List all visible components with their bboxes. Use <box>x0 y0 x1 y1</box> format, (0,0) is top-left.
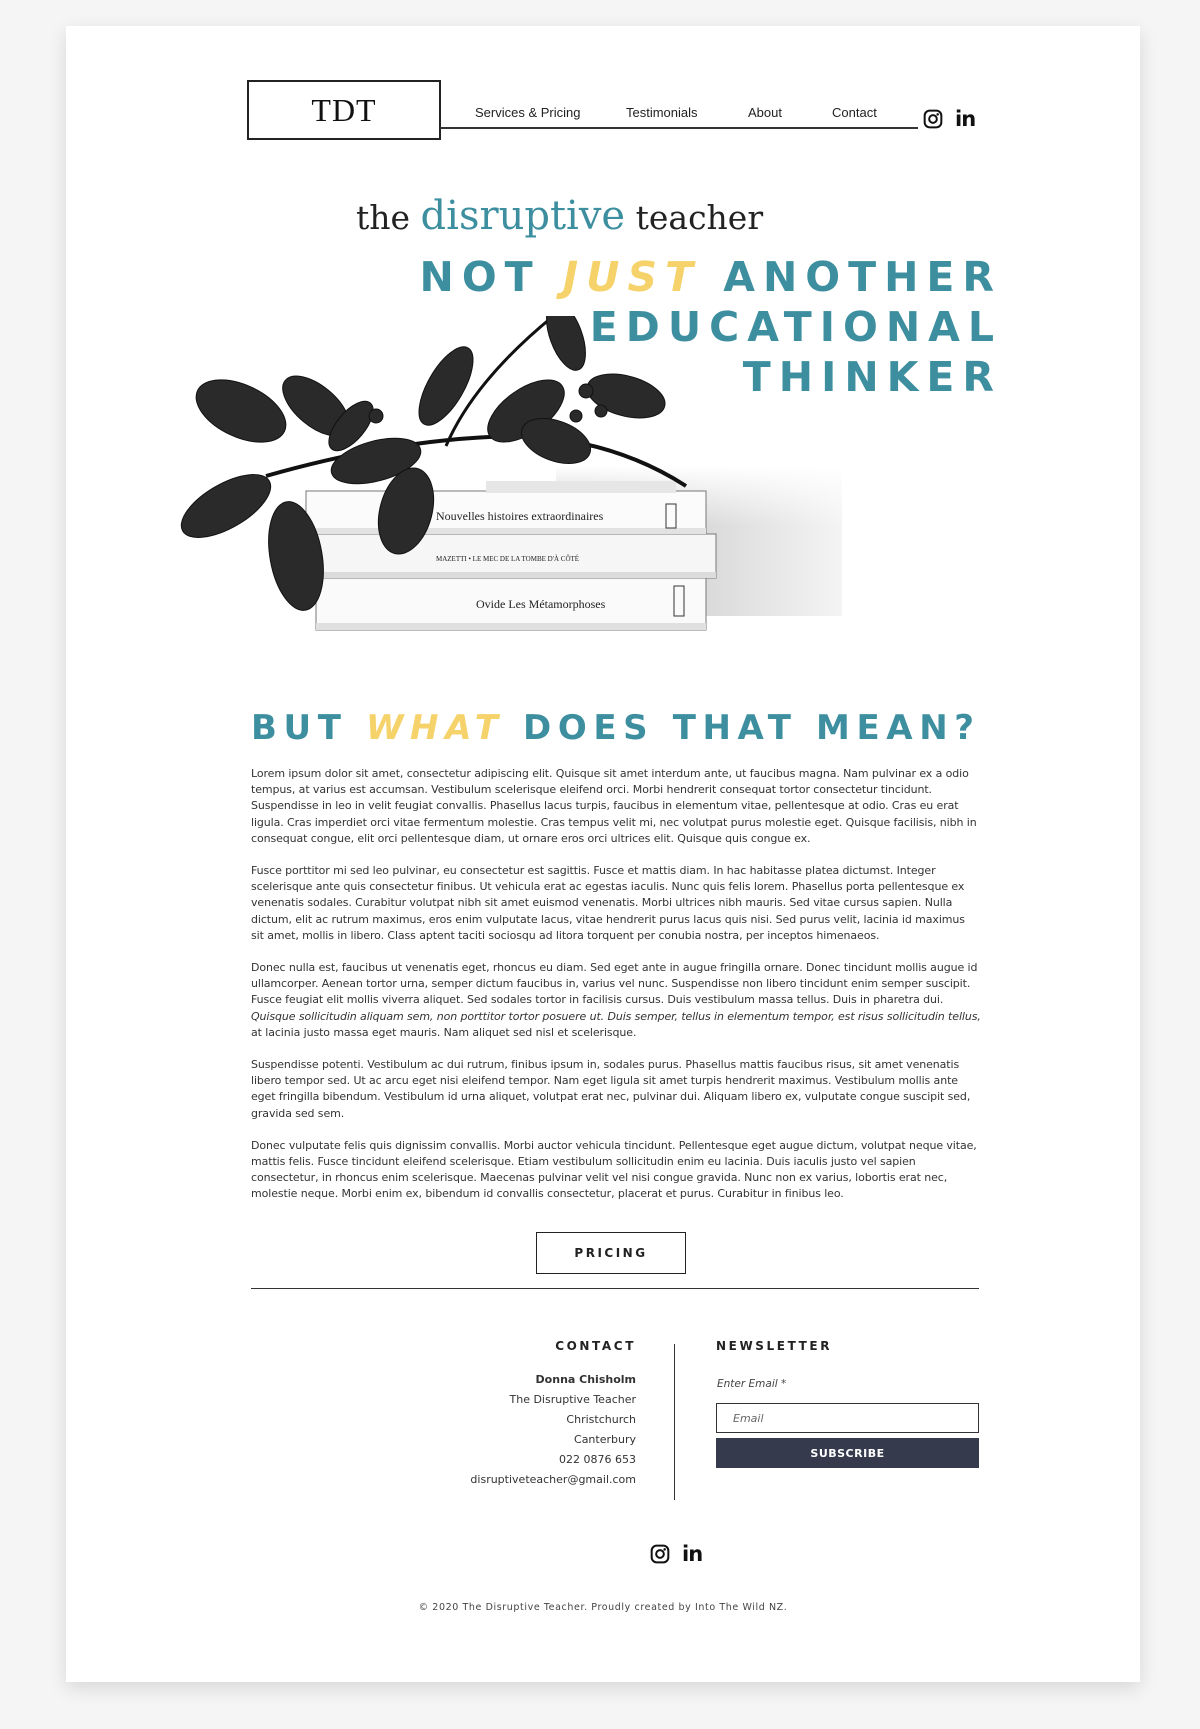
linkedin-icon[interactable]: in <box>682 1542 703 1566</box>
contact-city: Christchurch <box>566 1413 636 1426</box>
nav-about[interactable]: About <box>748 105 782 120</box>
book-stack <box>296 481 716 630</box>
contact-heading: CONTACT <box>555 1339 636 1353</box>
paragraph-4: Suspendisse potenti. Vestibulum ac dui rutrum, finibus ipsum in, sodales purus. Phasellus mattis faucibus risus, sit amet venenatis libero tempor sed. Ut ac arcu eget nisi eleifend tempor. Nam eget ligula sit amet turpis hendrerit maximus. Vestibulum mollis ante eget fringilla bibendum. Vestibulum id urna aliquet, volutpat erat nec, pulvinar dui. Aliquam libero ex, vulputate congue suscipit sed, gravida sed sem. <box>251 1058 971 1120</box>
contact-name: Donna Chisholm <box>535 1373 636 1386</box>
page <box>66 26 1140 1682</box>
book-title-1: Nouvelles histoires extraordinaires <box>436 509 604 523</box>
pricing-button[interactable]: PRICING <box>536 1232 686 1274</box>
nav-services-pricing[interactable]: Services & Pricing <box>475 105 581 120</box>
instagram-icon[interactable] <box>923 109 943 129</box>
main-nav <box>66 105 1140 125</box>
nav-testimonials[interactable]: Testimonials <box>626 105 698 120</box>
footer-vertical-divider <box>674 1344 675 1500</box>
hero-image-books-leaves <box>146 316 846 676</box>
headline-line-3: THINKER <box>742 353 1002 401</box>
social-links-top <box>923 109 975 129</box>
contact-details <box>366 1370 636 1490</box>
copyright: © 2020 The Disruptive Teacher. Proudly created by Into The Wild NZ. <box>418 1602 788 1613</box>
contact-region: Canterbury <box>574 1433 636 1446</box>
logo[interactable]: TDT <box>247 80 441 140</box>
paragraph-1: Lorem ipsum dolor sit amet, consectetur adipiscing elit. Quisque sit amet interdum ante, ut faucibus magna. Nam pulvinar ex a odio tempus, at varius est accumsan. Vestibulum scelerisque eleifend orci. Morbi hendrerit consequat tortor consectetur tincidunt. Suspendisse in leo in velit feugiat convallis. Phasellus lacus turpis, faucibus in elementum vitae, pellentesque at odio. Cras eu erat ligula. Cras imperdiet orci vitae fermentum molestie. Cras tempus velit mi, nec volutpat purus molestie eget. Quisque facilisis, nibh in consequat congue, elit orci pellentesque diam, ut ornare eros orci ultrices elit. Quisque quis congue ex. <box>251 767 977 845</box>
linkedin-icon[interactable]: in <box>955 107 976 131</box>
body-text <box>251 766 981 1219</box>
instagram-icon[interactable] <box>650 1544 670 1564</box>
section-title: BUT WHAT DOES THAT MEAN? <box>251 708 981 748</box>
paragraph-2: Fusce porttitor mi sed leo pulvinar, eu consectetur est sagittis. Fusce et mattis diam. In hac habitasse platea dictumst. Integer scelerisque ante quis consectetur finibus. Ut vehicula erat ac egestas iaculis. Nunc quis felis lorem. Phasellus porta pellentesque ex venenatis sodales. Curabitur volutpat nibh sit amet euismod venenatis. Morbi ultrices nibh mauris. Sed vitae cursus sapien. Nulla dictum, elit ac rutrum maximus, eros enim vulputate lacus, vitae hendrerit purus lacus quis nisi. Sed purus velit, lacinia id maximus sit amet, mollis in libero. Class aptent taciti sociosqu ad litora torquent per conubia nostra, per inceptos himenaeos. <box>251 864 965 942</box>
social-links-bottom <box>650 1544 702 1564</box>
subscribe-button[interactable]: SUBSCRIBE <box>716 1438 979 1468</box>
section-divider <box>251 1288 979 1289</box>
tagline: the disruptive teacher <box>356 193 764 239</box>
headline-line-2: EDUCATIONAL <box>589 303 1002 351</box>
nav-underline <box>440 127 918 129</box>
nav-contact[interactable]: Contact <box>832 105 877 120</box>
headline-line-1: NOT JUST ANOTHER <box>419 253 1002 301</box>
book-title-2: MAZETTI • LE MEC DE LA TOMBE D'À CÔTÉ <box>436 555 580 563</box>
contact-email[interactable]: disruptiveteacher@gmail.com <box>470 1473 636 1486</box>
book-title-3: Ovide Les Métamorphoses <box>476 597 606 611</box>
paragraph-3: Donec nulla est, faucibus ut venenatis eget, rhoncus eu diam. Sed eget ante in augue fringilla ornare. Donec tincidunt mollis augue id ullamcorper. Aenean tortor urna, semper dictum faucibus in, varius vel nunc. Suspendisse non libero tincidunt enim semper suscipit. Fusce feugiat elit mollis viverra aliquet. Sed sodales tortor in facilisis cursus. Duis vestibulum massa tellus. Duis in pharetra dui. Quisque sollicitudin aliquam sem, non porttitor tortor posuere ut. Duis semper, tellus in elementum tempor, est risus sollicitudin tellus, at lacinia justo massa eget mauris. Nam aliquet sed nisl et scelerisque. <box>251 961 981 1039</box>
contact-company: The Disruptive Teacher <box>509 1393 636 1406</box>
email-label: Enter Email * <box>717 1378 787 1390</box>
email-input[interactable] <box>716 1403 979 1433</box>
paragraph-5: Donec vulputate felis quis dignissim convallis. Morbi auctor vehicula tincidunt. Pellentesque eget augue dictum, volutpat neque vitae, mattis felis. Fusce tincidunt eleifend scelerisque. Etiam vestibulum sollicitudin enim eu lacinia. Duis iaculis justo vel sapien consectetur, in rhoncus enim scelerisque. Maecenas pulvinar velit vel nisi congue gravida. Nunc non ex varius, lobortis erat nec, molestie neque. Morbi enim ex, bibendum id convallis consectetur, placerat et purus. Curabitur in finibus leo. <box>251 1138 977 1201</box>
newsletter-heading: NEWSLETTER <box>716 1339 833 1353</box>
contact-phone[interactable]: 022 0876 653 <box>559 1453 636 1466</box>
